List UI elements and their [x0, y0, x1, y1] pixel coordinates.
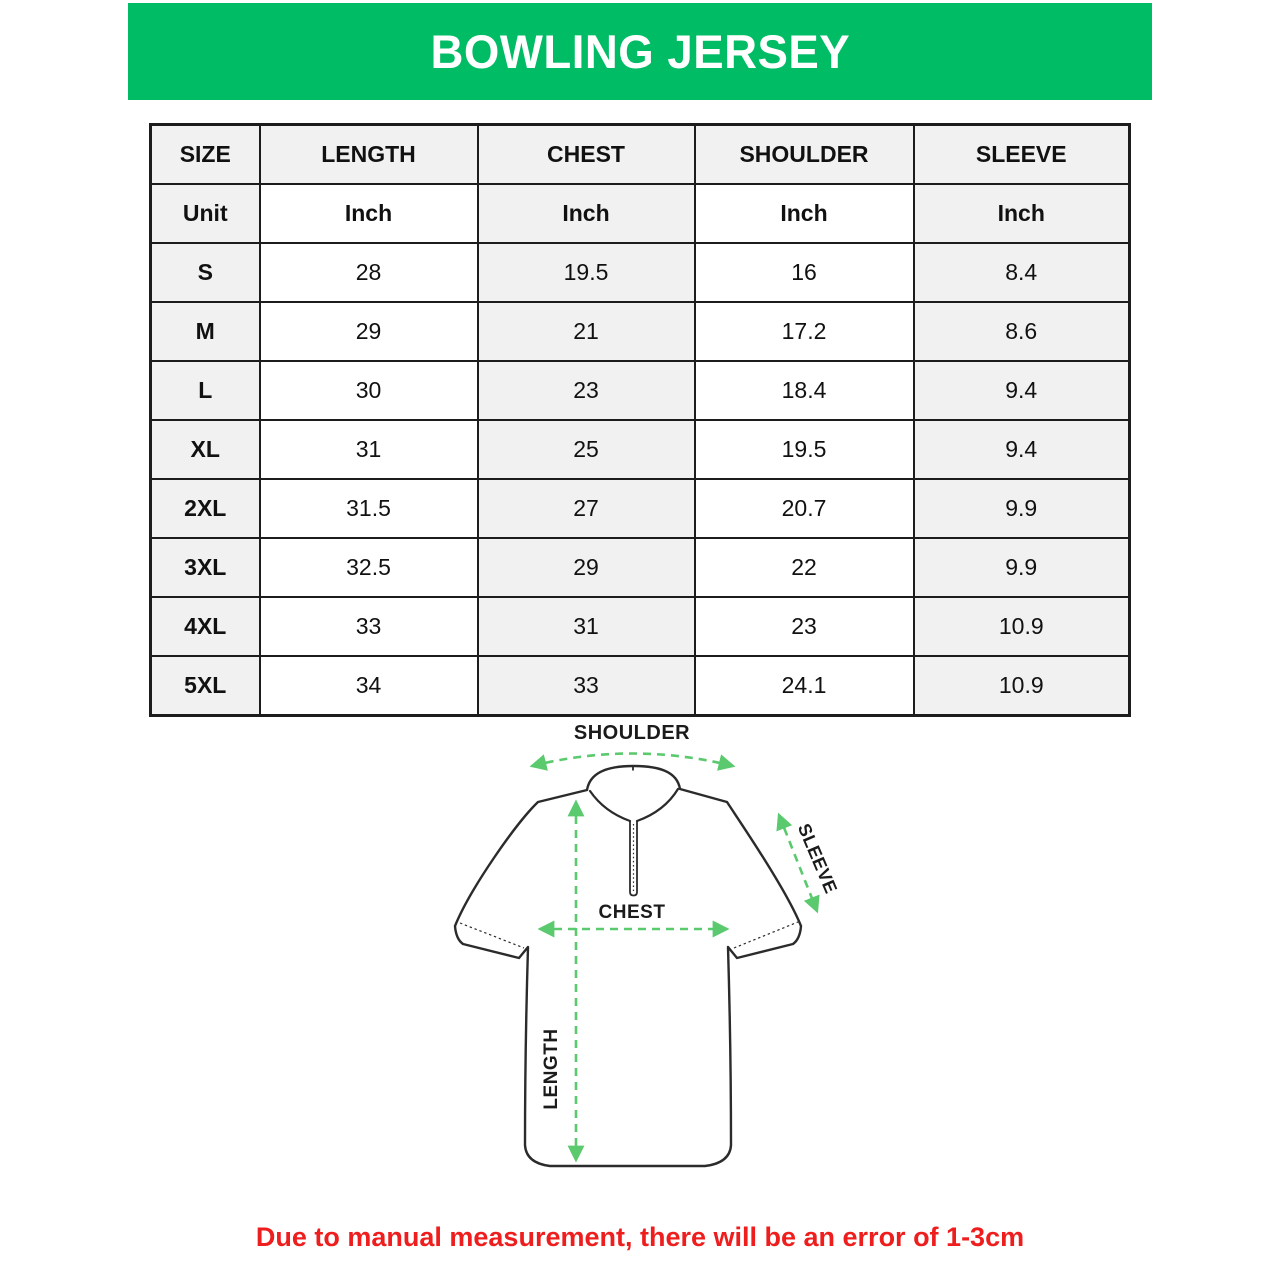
measurement-cell: 9.9 — [914, 538, 1130, 597]
measurement-cell: 19.5 — [695, 420, 914, 479]
measurement-cell: 29 — [478, 538, 695, 597]
measurement-cell: 33 — [478, 656, 695, 716]
length-label: LENGTH — [541, 1028, 562, 1110]
size-cell: 4XL — [151, 597, 260, 656]
jersey-diagram-svg — [420, 695, 880, 1240]
table-row — [151, 243, 1130, 302]
size-cell: 3XL — [151, 538, 260, 597]
measurement-cell: 9.4 — [914, 361, 1130, 420]
measurement-cell: 29 — [260, 302, 478, 361]
table-row — [151, 302, 1130, 361]
measurement-cell: 25 — [478, 420, 695, 479]
measurement-cell: 9.9 — [914, 479, 1130, 538]
measurement-cell: Inch — [478, 184, 695, 243]
measurement-cell: Inch — [695, 184, 914, 243]
measurement-cell: 27 — [478, 479, 695, 538]
size-cell: 2XL — [151, 479, 260, 538]
measurement-cell: 22 — [695, 538, 914, 597]
measurement-cell: 18.4 — [695, 361, 914, 420]
measurement-cell: 31.5 — [260, 479, 478, 538]
size-cell: Unit — [151, 184, 260, 243]
measurement-cell: 10.9 — [914, 656, 1130, 716]
measurement-cell: 34 — [260, 656, 478, 716]
unit-row — [151, 184, 1130, 243]
table-row — [151, 479, 1130, 538]
col-header-sleeve: SLEEVE — [914, 125, 1130, 185]
measurement-cell: 8.4 — [914, 243, 1130, 302]
table-row — [151, 538, 1130, 597]
measurement-cell: 31 — [478, 597, 695, 656]
size-cell: S — [151, 243, 260, 302]
col-header-length: LENGTH — [260, 125, 478, 185]
size-table — [149, 123, 1131, 717]
measurement-cell: 17.2 — [695, 302, 914, 361]
size-table-header — [151, 125, 1130, 185]
size-cell: 5XL — [151, 656, 260, 716]
measurement-cell: 30 — [260, 361, 478, 420]
sleeve-label: SLEEVE — [793, 820, 842, 897]
col-header-size: SIZE — [151, 125, 260, 185]
measurement-cell: 32.5 — [260, 538, 478, 597]
size-table-body — [151, 184, 1130, 716]
col-header-shoulder: SHOULDER — [695, 125, 914, 185]
jersey-measurement-diagram — [420, 695, 880, 1240]
measurement-error-note: Due to manual measurement, there will be an error of 1-3cm — [255, 1222, 1025, 1252]
size-cell: XL — [151, 420, 260, 479]
measurement-cell: 8.6 — [914, 302, 1130, 361]
jersey-outline — [455, 766, 801, 1166]
col-header-chest: CHEST — [478, 125, 695, 185]
size-cell: L — [151, 361, 260, 420]
table-row — [151, 597, 1130, 656]
measurement-cell: 16 — [695, 243, 914, 302]
size-cell: M — [151, 302, 260, 361]
measurement-cell: 9.4 — [914, 420, 1130, 479]
shoulder-measure-arrow — [532, 754, 733, 767]
measurement-cell: 28 — [260, 243, 478, 302]
measurement-cell: 31 — [260, 420, 478, 479]
shoulder-label: SHOULDER — [573, 722, 691, 744]
measurement-cell: 21 — [478, 302, 695, 361]
measurement-cell: 19.5 — [478, 243, 695, 302]
measurement-cell: 23 — [695, 597, 914, 656]
title-banner — [128, 3, 1152, 100]
measurement-cell: Inch — [260, 184, 478, 243]
measurement-cell: 23 — [478, 361, 695, 420]
measurement-cell: 10.9 — [914, 597, 1130, 656]
measurement-cell: Inch — [914, 184, 1130, 243]
header-row — [151, 125, 1130, 185]
measurement-cell: 24.1 — [695, 656, 914, 716]
table-row — [151, 361, 1130, 420]
table-row — [151, 420, 1130, 479]
measurement-cell: 20.7 — [695, 479, 914, 538]
chest-label: CHEST — [598, 902, 666, 923]
measurement-cell: 33 — [260, 597, 478, 656]
page-title: BOWLING JERSEY — [430, 25, 850, 78]
